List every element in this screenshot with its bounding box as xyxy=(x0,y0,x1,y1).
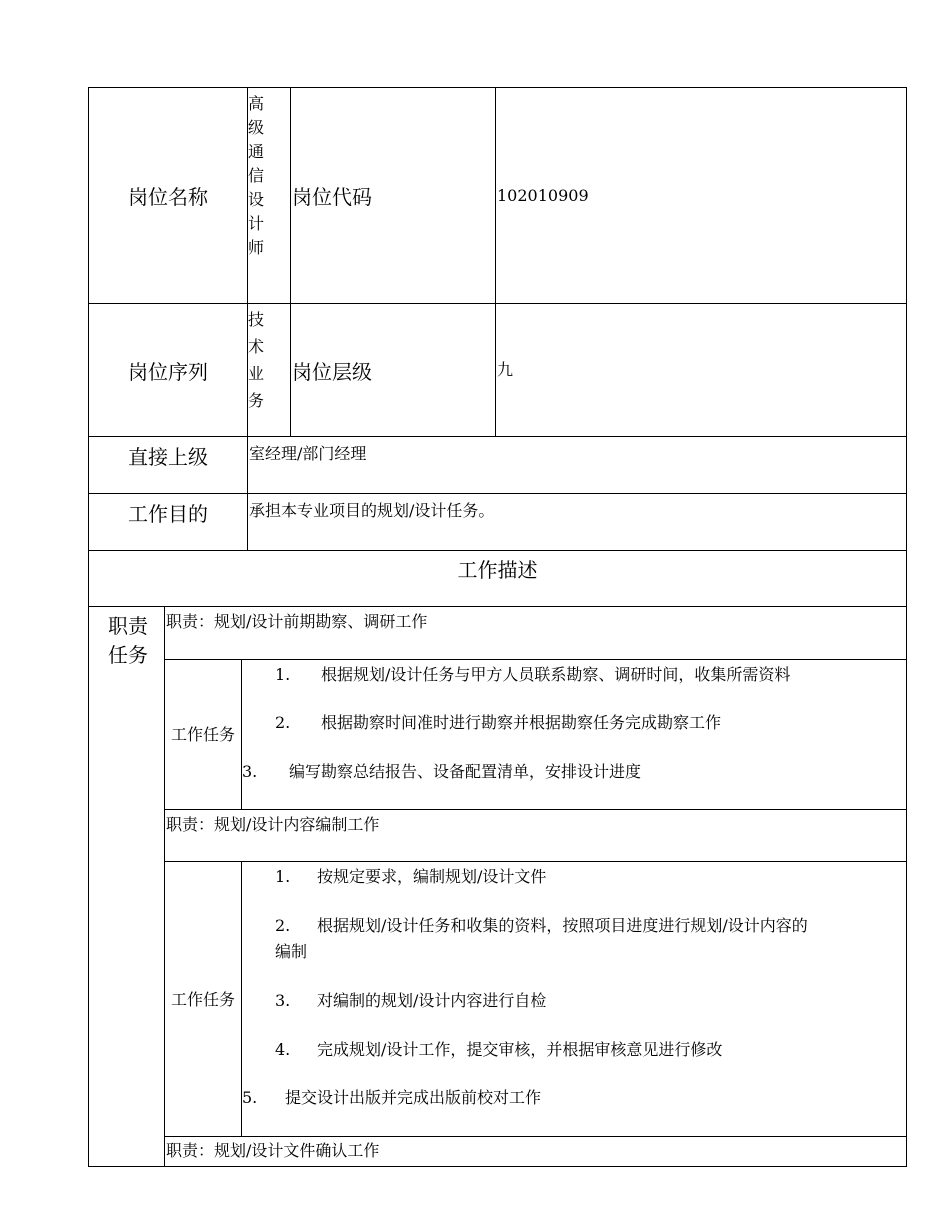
post-code-value: 102010909 xyxy=(497,185,589,205)
task-item xyxy=(275,711,721,735)
duty-title: 职责：规划/设计文件确认工作 xyxy=(166,1141,380,1160)
border-bottom xyxy=(88,1166,907,1167)
border-right xyxy=(906,87,907,1167)
superior-value: 室经理/部门经理 xyxy=(249,444,367,463)
task-text: 按规定要求，编制规划/设计文件 xyxy=(317,867,547,886)
task-number: 3. xyxy=(242,762,258,781)
task-number: 3. xyxy=(275,991,291,1010)
task-item xyxy=(275,663,790,687)
task-text: 根据规划/设计任务与甲方人员联系勘察、调研时间，收集所需资料 xyxy=(321,665,791,684)
task-number: 5. xyxy=(242,1088,258,1107)
task-number: 2. xyxy=(275,713,291,732)
purpose-label: 工作目的 xyxy=(128,501,208,526)
post-name-value xyxy=(248,92,290,302)
task-text-continuation: 编制 xyxy=(275,942,308,961)
superior-label: 直接上级 xyxy=(128,444,208,469)
post-name-value-text: 高级通信设计师 xyxy=(248,94,265,257)
task-item xyxy=(275,1038,722,1062)
post-series-label: 岗位序列 xyxy=(128,359,208,384)
task-number: 1. xyxy=(275,867,291,886)
row-divider xyxy=(164,659,907,660)
task-number: 1. xyxy=(275,665,291,684)
col-divider xyxy=(241,659,242,809)
row-divider xyxy=(88,606,907,607)
task-text: 完成规划/设计工作，提交审核，并根据审核意见进行修改 xyxy=(317,1040,723,1059)
description-title: 工作描述 xyxy=(457,557,538,582)
work-task-label-text: 工作任务 xyxy=(171,725,236,744)
task-item xyxy=(242,1086,541,1110)
work-task-label-text: 工作任务 xyxy=(171,989,236,1009)
post-code-label: 岗位代码 xyxy=(292,185,372,209)
task-text: 提交设计出版并完成出版前校对工作 xyxy=(285,1088,542,1107)
task-text: 编写勘察总结报告、设备配置清单，安排设计进度 xyxy=(289,762,642,781)
task-text: 根据勘察时间准时进行勘察并根据勘察任务完成勘察工作 xyxy=(321,713,722,732)
post-series-value-text: 技术业务 xyxy=(248,310,265,410)
post-name-label: 岗位名称 xyxy=(128,185,208,209)
task-item xyxy=(275,914,808,938)
duties-label-text: 职责任务 xyxy=(108,614,148,667)
post-level-value: 九 xyxy=(497,360,514,379)
task-number: 2. xyxy=(275,916,291,935)
task-item-continuation xyxy=(275,940,307,964)
row-divider xyxy=(164,1136,907,1137)
work-task-label xyxy=(165,660,241,809)
duty-title: 职责：规划/设计内容编制工作 xyxy=(166,815,380,834)
work-task-label xyxy=(165,862,241,1136)
row-divider xyxy=(164,809,907,810)
task-text: 根据规划/设计任务和收集的资料，按照项目进度进行规划/设计内容的 xyxy=(317,916,808,935)
post-series-value xyxy=(248,306,290,434)
duties-label xyxy=(104,612,152,670)
row-divider xyxy=(164,861,907,862)
col-divider xyxy=(290,87,291,436)
task-item xyxy=(275,865,546,889)
post-level-label: 岗位层级 xyxy=(292,359,372,384)
task-number: 4. xyxy=(275,1040,291,1059)
task-item xyxy=(275,989,546,1013)
task-text: 对编制的规划/设计内容进行自检 xyxy=(317,991,547,1010)
task-item xyxy=(242,760,641,784)
col-divider xyxy=(495,87,496,436)
purpose-value: 承担本专业项目的规划/设计任务。 xyxy=(249,501,495,520)
duty-title: 职责：规划/设计前期勘察、调研工作 xyxy=(166,612,428,631)
